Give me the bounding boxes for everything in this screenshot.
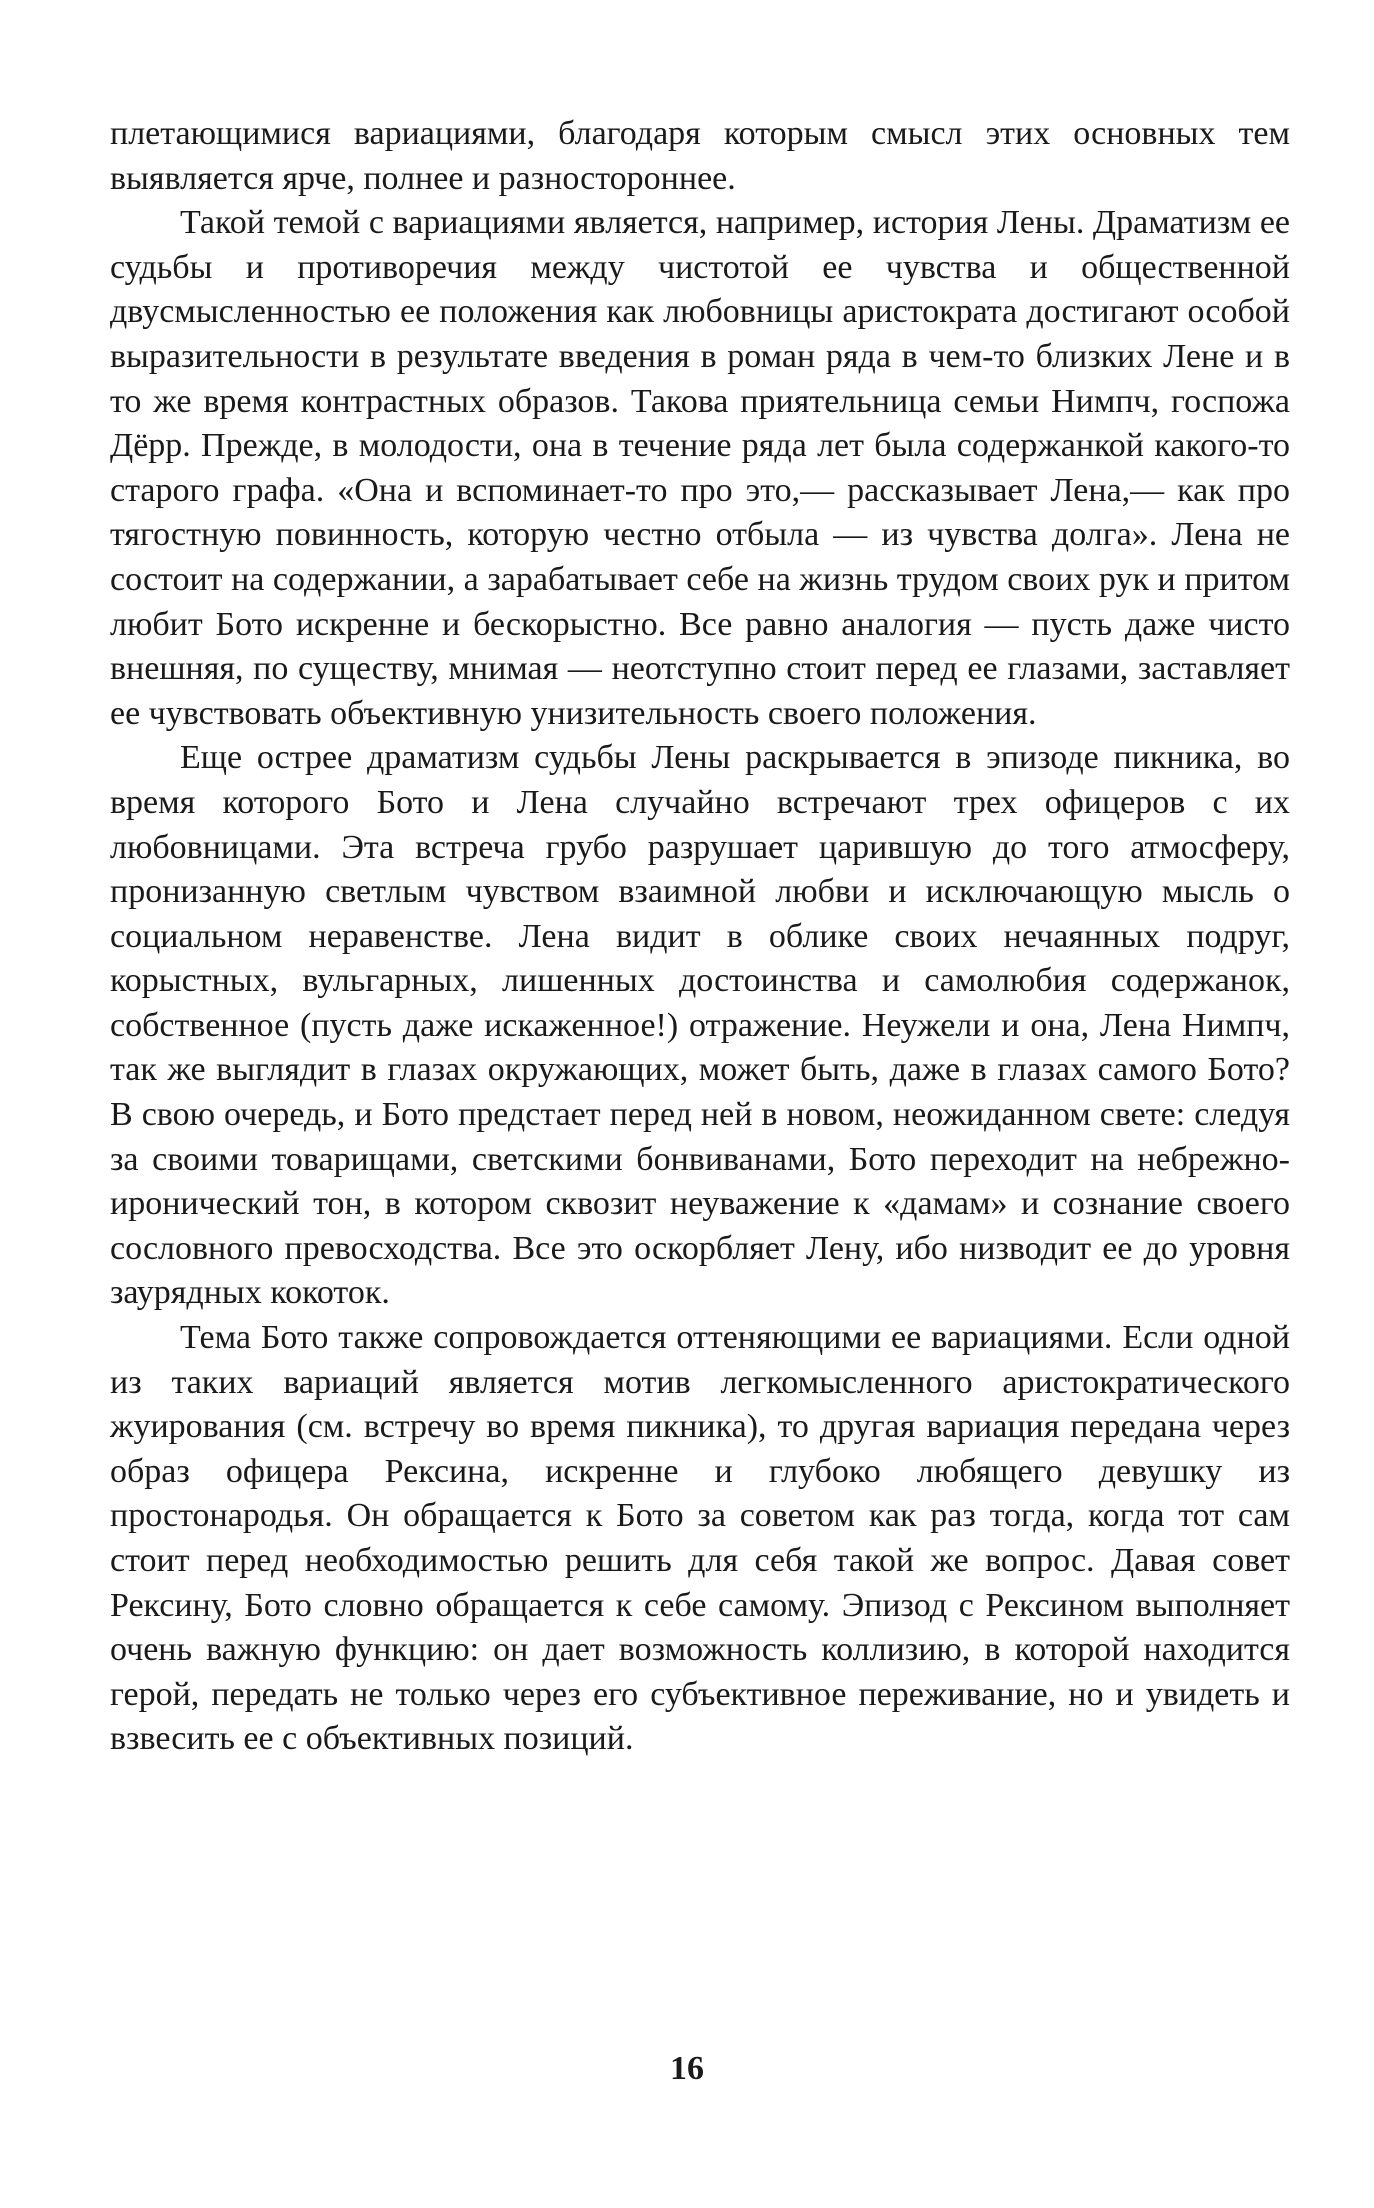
page-number: 16 <box>670 2050 704 2087</box>
paragraph-1: плетающимися вариациями, благодаря которым смысл этих основных тем выявляется ярче, полнее и разностороннее. <box>110 115 1290 197</box>
paragraph-3: Еще острее драматизм судьбы Лены раскрывается в эпизоде пикника, во время которого Бото и Лена случайно встречают трех офицеров с их любовницами. Эта встреча грубо разрушает царившую до того атмосферу, пронизанную светлым чувством взаимной любви и исключающую мысль о социальном неравенстве. Лена видит в облике своих нечаянных подруг, корыстных, вульгарных, лишенных достоинства и самолюбия содержанок, собственное (пусть даже искаженное!) отражение. Неужели и она, Лена Нимпч, так же выглядит в глазах окружающих, может быть, даже в глазах самого Бото? В свою очередь, и Бото предстает перед ней в новом, неожиданном свете: следуя за своими товарищами, светскими бонвиванами, Бото переходит на небрежно-иронический тон, в котором сквозит неуважение к «дамам» и сознание своего сословного превосходства. Все это оскорбляет Лену, ибо низводит ее до уровня заурядных кокоток. <box>110 739 1290 1312</box>
paragraph-2: Такой темой с вариациями является, например, история Лены. Драматизм ее судьбы и противоречия между чистотой ее чувства и общественной двусмысленностью ее положения как любовницы аристократа достигают особой выразительности в результате введения в роман ряда в чем-то близких Лене и в то же время контрастных образов. Такова приятельница семьи Нимпч, госпожа Дёрр. Прежде, в молодости, она в течение ряда лет была содержанкой какого-то старого графа. «Она и вспоминает-то про это,— рассказывает Лена,— как про тягостную повинность, которую честно отбыла — из чувства долга». Лена не состоит на содержании, а зарабатывает себе на жизнь трудом своих рук и притом любит Бото искренне и бескорыстно. Все равно аналогия — пусть даже чисто внешняя, по существу, мнимая — неотступно стоит перед ее глазами, заставляет ее чувствовать объективную унизительность своего положения. <box>110 204 1290 732</box>
paragraph-4: Тема Бото также сопровождается оттеняющими ее вариациями. Если одной из таких вариаций является мотив легкомысленного аристократического жуирования (см. встречу во время пикника), то другая вариация передана через образ офицера Рексина, искренне и глубоко любящего девушку из простонародья. Он обращается к Бото за советом как раз тогда, когда тот сам стоит перед необходимостью решить для себя такой же вопрос. Давая совет Рексину, Бото словно обращается к себе самому. Эпизод с Рексином выполняет очень важную функцию: он дает возможность коллизию, в которой находится герой, передать не только через его субъективное переживание, но и увидеть и взвесить ее с объективных позиций. <box>110 1319 1290 1758</box>
page-body <box>110 112 1290 1762</box>
